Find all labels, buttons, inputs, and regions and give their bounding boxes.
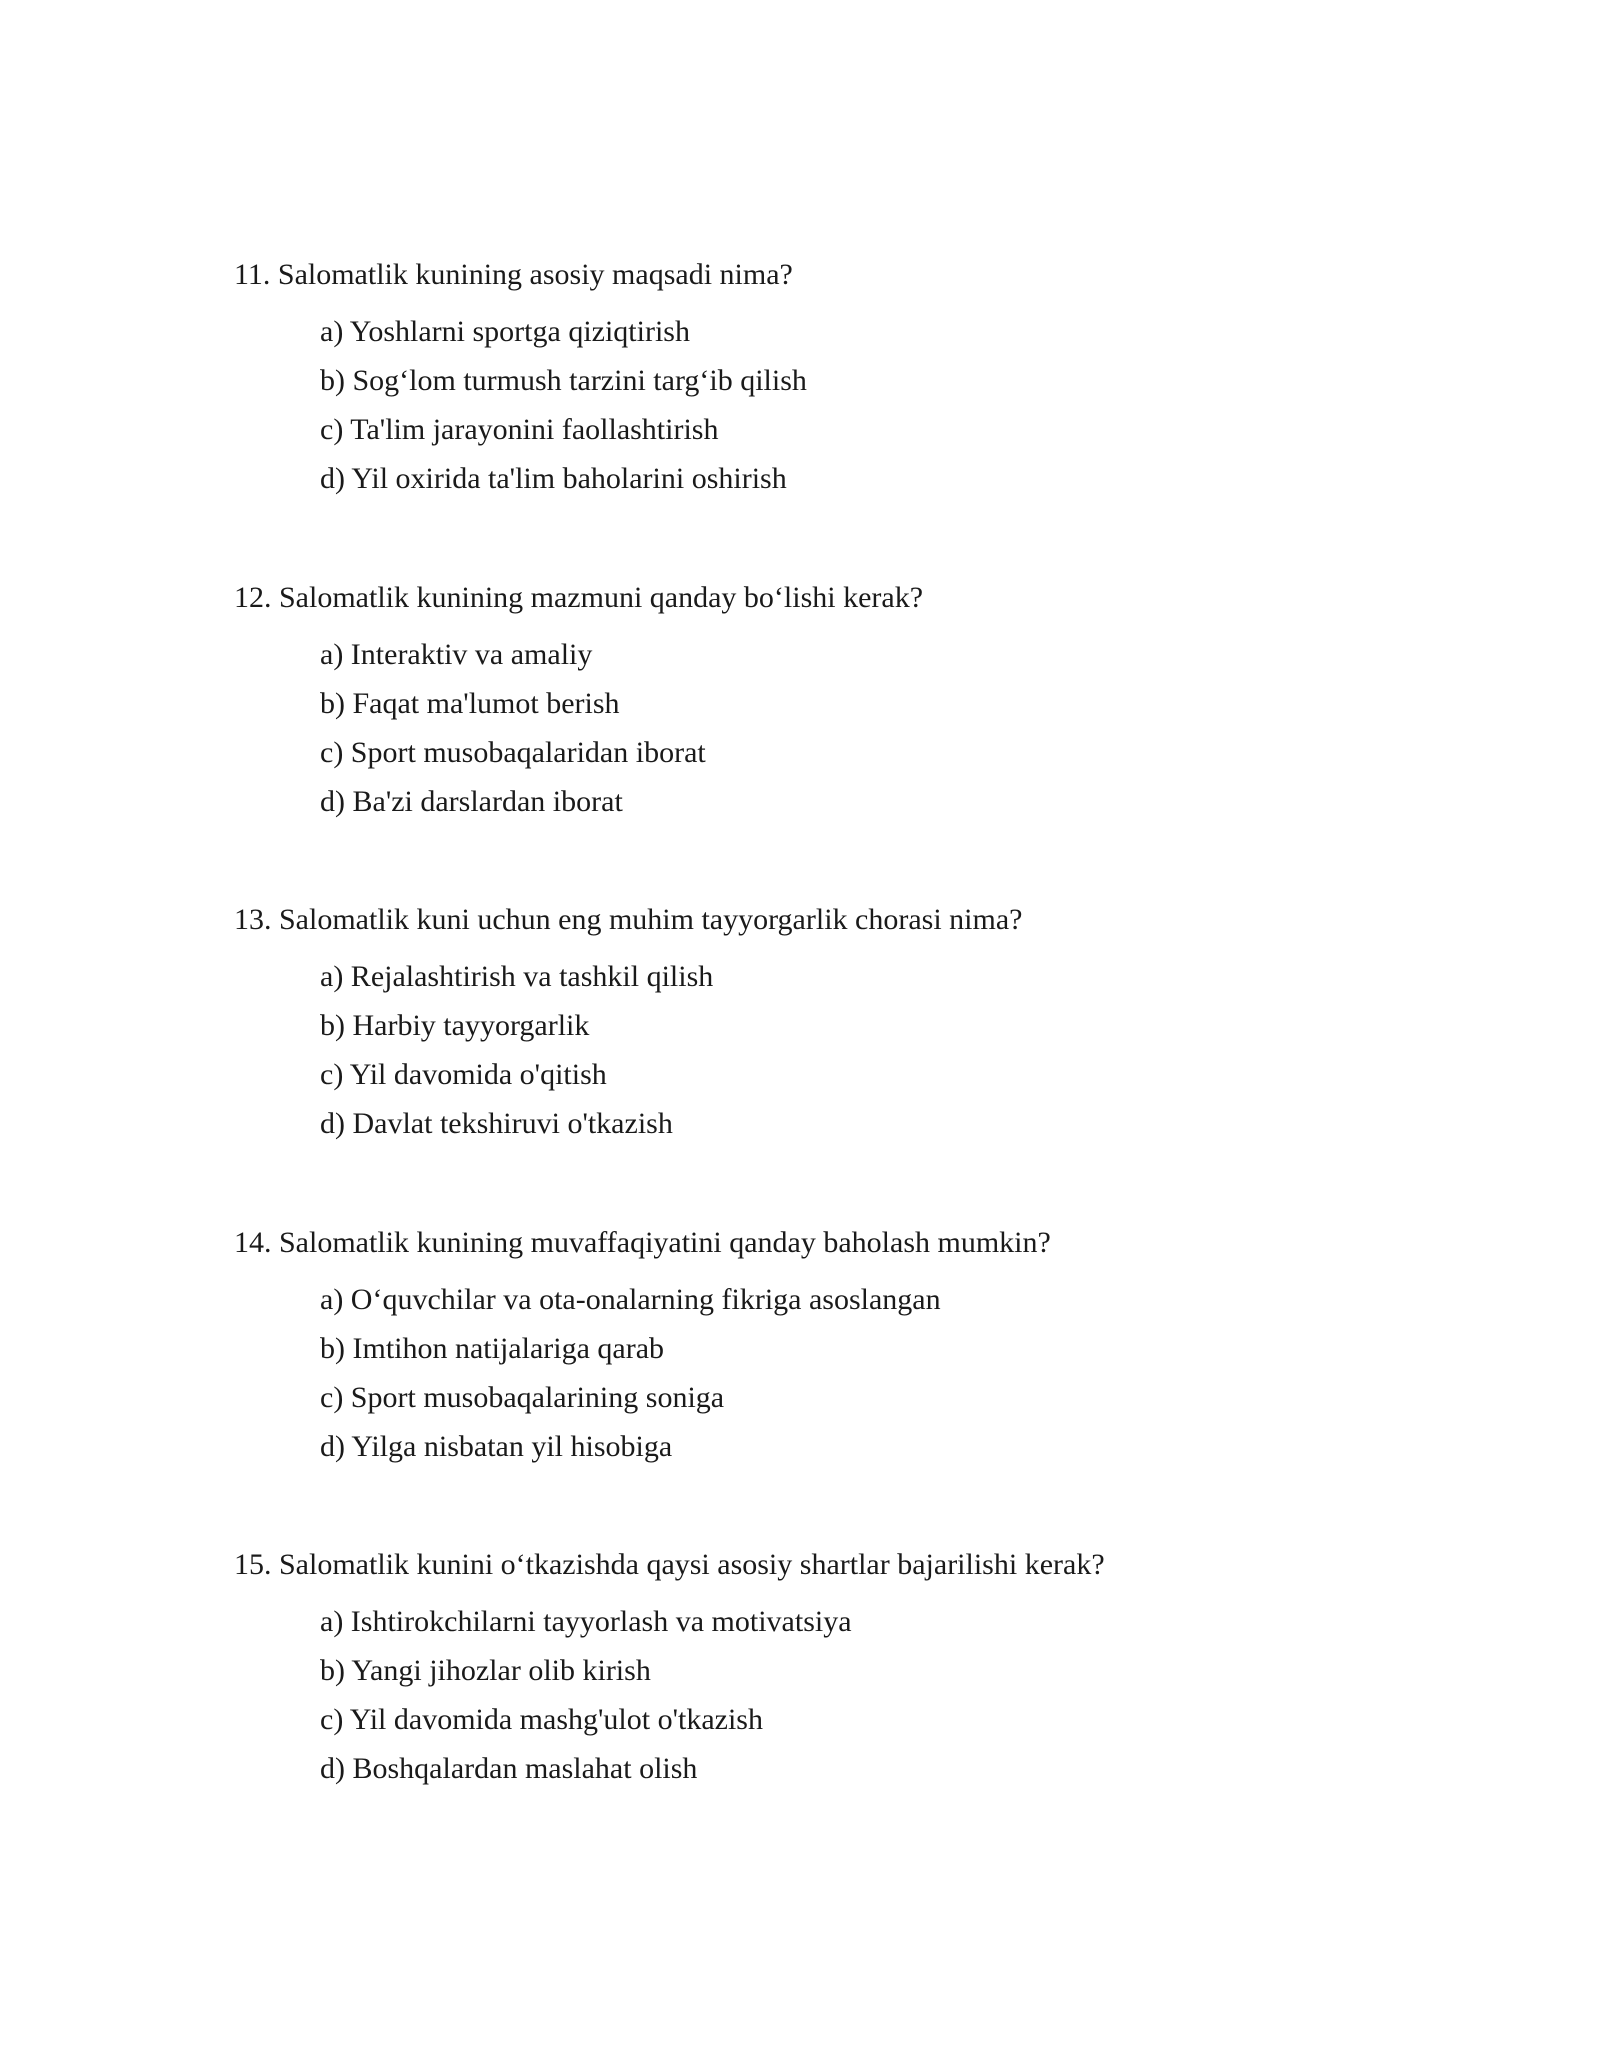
question-title: 11. Salomatlik kunining asosiy maqsadi nima? (234, 258, 793, 291)
question-13 (234, 902, 1434, 1140)
answer-option-d: d) Boshqalardan maslahat olish (320, 1752, 698, 1785)
answer-option-a: a) Yoshlarni sportga qiziqtirish (320, 315, 690, 348)
answer-option-c: c) Ta'lim jarayonini faollashtirish (320, 413, 719, 446)
question-15 (234, 1547, 1434, 1785)
answer-option-d: d) Ba'zi darslardan iborat (320, 785, 623, 818)
answer-option-c: c) Yil davomida o'qitish (320, 1058, 607, 1091)
answer-option-b: b) Imtihon natijalariga qarab (320, 1332, 665, 1365)
answer-options (320, 637, 1520, 833)
answer-option-d: d) Yil oxirida ta'lim baholarini oshirish (320, 462, 787, 495)
question-title: 15. Salomatlik kunini o‘tkazishda qaysi asosiy shartlar bajarilishi kerak? (234, 1548, 1105, 1581)
answer-option-c: c) Sport musobaqalaridan iborat (320, 736, 706, 769)
question-14 (234, 1225, 1434, 1463)
answer-option-c: c) Yil davomida mashg'ulot o'tkazish (320, 1703, 763, 1736)
answer-option-b: b) Yangi jihozlar olib kirish (320, 1654, 651, 1687)
answer-options (320, 1604, 1520, 1800)
question-title: 12. Salomatlik kunining mazmuni qanday bo‘lishi kerak? (234, 581, 924, 614)
answer-option-b: b) Harbiy tayyorgarlik (320, 1009, 590, 1042)
answer-option-d: d) Yilga nisbatan yil hisobiga (320, 1430, 673, 1463)
answer-option-c: c) Sport musobaqalarining soniga (320, 1381, 725, 1414)
answer-option-a: a) O‘quvchilar va ota-onalarning fikriga asoslangan (320, 1283, 941, 1316)
question-title: 14. Salomatlik kunining muvaffaqiyatini qanday baholash mumkin? (234, 1226, 1051, 1259)
answer-option-a: a) Rejalashtirish va tashkil qilish (320, 960, 714, 993)
answer-option-d: d) Davlat tekshiruvi o'tkazish (320, 1107, 673, 1140)
answer-option-a: a) Interaktiv va amaliy (320, 638, 593, 671)
answer-option-a: a) Ishtirokchilarni tayyorlash va motivatsiya (320, 1605, 852, 1638)
answer-options (320, 959, 1520, 1155)
answer-option-b: b) Faqat ma'lumot berish (320, 687, 620, 720)
question-title: 13. Salomatlik kuni uchun eng muhim tayyorgarlik chorasi nima? (234, 903, 1023, 936)
answer-option-b: b) Sog‘lom turmush tarzini targ‘ib qilish (320, 364, 807, 397)
question-12 (234, 580, 1434, 818)
question-11 (234, 257, 1434, 495)
answer-options (320, 314, 1520, 510)
answer-options (320, 1282, 1520, 1478)
